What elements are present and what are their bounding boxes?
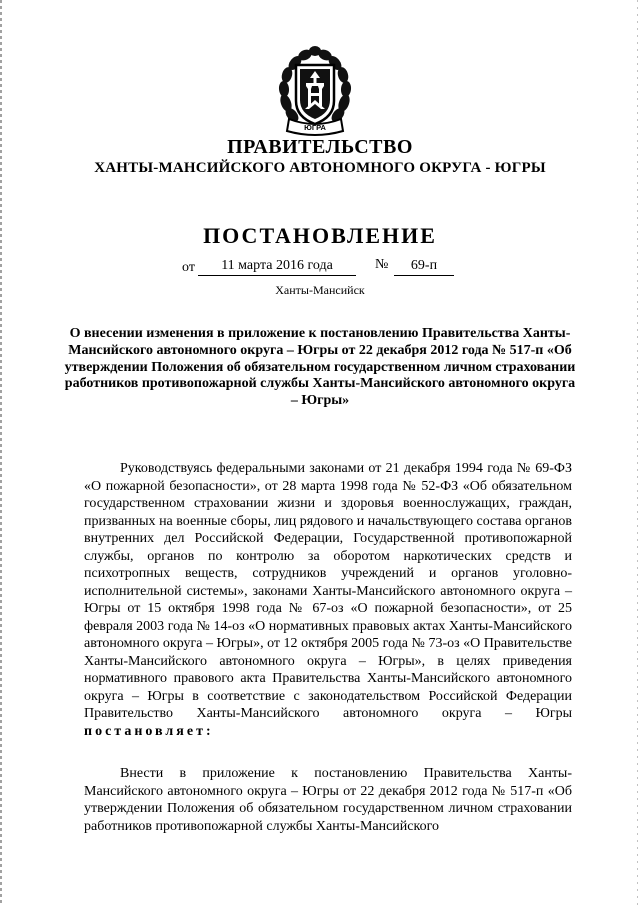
decree-number: 69-п	[394, 257, 454, 276]
document-title: О внесении изменения в приложение к постановлению Правительства Ханты-Мансийского автономного округа – Югры от 22 декабря 2012 года № 517-п «Об утверждении Положения об обязательном государственном личном страховании работников противопожарной службы Ханты-Мансийского автономного округа – Югры»	[64, 326, 576, 409]
government-region-heading: ХАНТЫ-МАНСИЙСКОГО АВТОНОМНОГО ОКРУГА - ЮГРЫ	[94, 160, 546, 176]
operative-paragraph: Внести в приложение к постановлению Правительства Ханты-Мансийского автономного округа – Югры от 22 декабря 2012 года № 517-п «Об утверждении Положения об обязательном государственном личном страховании работников противопожарной службы Ханты-Мансийского	[84, 766, 572, 834]
number-sign: №	[375, 257, 389, 272]
government-heading: ПРАВИТЕЛЬСТВО	[227, 136, 413, 158]
preamble-text: Руководствуясь федеральными законами от 21 декабря 1994 года № 69-ФЗ «О пожарной безопасности», от 28 марта 1998 года № 52-ФЗ «Об обязательном государственном страховании жизни и здоровья военнослужащих, граждан, призванных на военные сборы, лиц рядового и начальствующего состава органов внутренних дел Российской Федерации, Государственной противопожарной службы, органов по контролю за оборотом наркотических средств и психотропных веществ, сотрудников учреждений и органов уголовно-исполнительной системы», законами Ханты-Мансийского автономного округа – Югры от 15 октября 1998 года № 67-оз «О пожарной безопасности», от 25 февраля 2003 года № 14-оз «О нормативных правовых актах Ханты-Мансийского автономного округа – Югры», от 12 октября 2005 года № 73-оз «О Правительстве Ханты-Мансийского автономного округа – Югры», в целях приведения нормативного правового акта Правительства Ханты-Мансийского автономного округа – Югры в соответствие с законодательством Российской Федерации Правительство Ханты-Мансийского автономного округа – Югры	[84, 461, 572, 721]
date-prefix: от	[182, 260, 195, 275]
resolves-verb: постановляет:	[84, 723, 214, 739]
place-of-issue: Ханты-Мансийск	[275, 283, 365, 297]
coat-of-arms-icon	[275, 45, 355, 137]
document-type: ПОСТАНОВЛЕНИЕ	[203, 223, 437, 248]
preamble-paragraph	[84, 460, 572, 740]
coat-of-arms-emblem	[275, 45, 355, 137]
emblem-ribbon-text: ЮГРА	[304, 123, 326, 132]
decree-date: 11 марта 2016 года	[198, 257, 356, 276]
